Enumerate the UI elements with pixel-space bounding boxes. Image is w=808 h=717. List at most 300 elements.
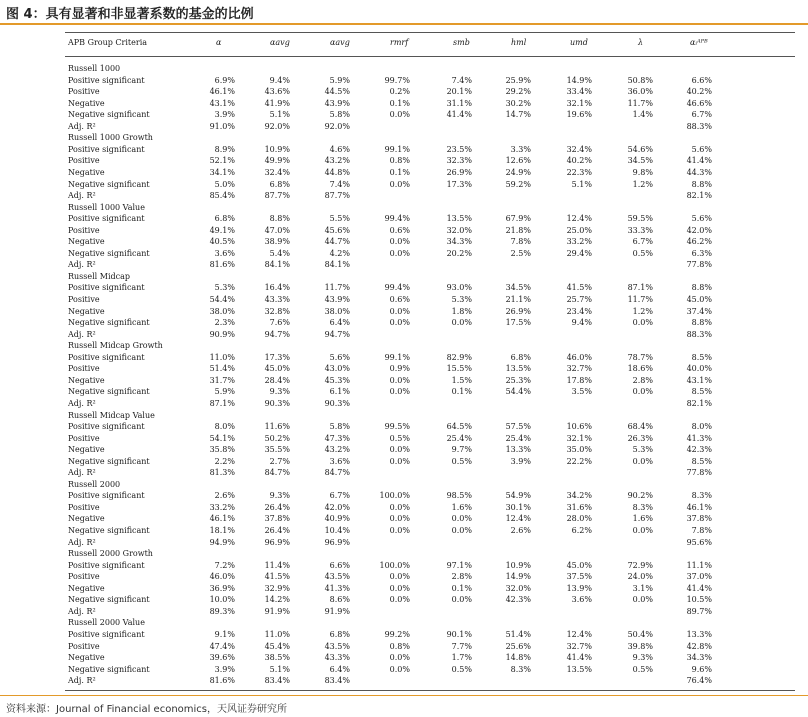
row-label: Adj. R² <box>68 398 96 408</box>
group-name: Russell Midcap Growth <box>68 341 163 351</box>
table-row <box>0 352 808 364</box>
table-cell: 77.8% <box>686 260 712 270</box>
table-cell: 18.1% <box>209 526 235 535</box>
table-cell: 42.0% <box>324 502 350 512</box>
table-cell: 4.6% <box>329 144 350 154</box>
table-cell: 1.4% <box>632 110 653 120</box>
table-cell: 37.8% <box>686 514 712 524</box>
table-cell: 34.2% <box>566 491 592 501</box>
table-cell: 87.7% <box>264 191 290 201</box>
row-label: Adj. R² <box>68 260 96 270</box>
table-row <box>0 179 808 191</box>
table-cell: 8.6% <box>329 595 350 605</box>
row-label: Positive significant <box>68 75 145 85</box>
table-cell: 20.1% <box>446 87 472 97</box>
table-cell: 5.0% <box>214 179 235 189</box>
table-row <box>0 213 808 225</box>
table-cell: 0.9% <box>389 364 410 374</box>
table-cell: 41.4% <box>686 583 712 593</box>
table-cell: 25.7% <box>566 295 592 304</box>
table-cell: 40.9% <box>324 514 350 524</box>
table-cell: 6.7% <box>632 237 653 247</box>
row-label: Adj. R² <box>68 468 96 478</box>
table-cell: 1.5% <box>451 375 472 385</box>
table-cell: 99.1% <box>384 352 410 362</box>
table-cell: 76.4% <box>686 676 712 686</box>
table-cell: 32.4% <box>566 144 592 154</box>
row-label: Positive <box>68 502 100 512</box>
table-cell: 99.2% <box>384 629 410 639</box>
table-cell: 0.0% <box>389 572 410 582</box>
table-cell: 3.1% <box>632 583 653 593</box>
table-cell: 5.3% <box>632 445 653 455</box>
table-cell: 8.3% <box>632 502 653 512</box>
table-cell: 41.5% <box>264 572 290 582</box>
table-cell: 92.0% <box>264 121 290 131</box>
table-cell: 43.9% <box>324 98 350 108</box>
table-cell: 72.9% <box>627 560 653 570</box>
table-cell: 16.4% <box>264 283 290 293</box>
table-cell: 5.5% <box>329 214 350 224</box>
table-cell: 43.2% <box>324 156 350 166</box>
table-cell: 41.3% <box>324 583 350 593</box>
table-row <box>0 629 808 641</box>
table-cell: 99.4% <box>384 283 410 293</box>
table-cell: 10.9% <box>505 560 531 570</box>
table-cell: 0.0% <box>389 375 410 385</box>
table-cell: 1.2% <box>632 179 653 189</box>
table-cell: 35.5% <box>264 445 290 455</box>
table-cell: 45.0% <box>264 364 290 374</box>
table-cell: 67.9% <box>505 214 531 224</box>
table-cell: 94.7% <box>264 329 290 339</box>
figure-title: 图 4：具有显著和非显著系数的基金的比例 <box>6 7 254 22</box>
table-cell: 32.1% <box>566 433 592 443</box>
row-label: Positive <box>68 572 100 582</box>
table-row <box>0 144 808 156</box>
table-cell: 41.4% <box>446 110 472 120</box>
table-cell: 2.7% <box>269 456 290 466</box>
table-cell: 46.6% <box>686 98 712 108</box>
table-cell: 84.1% <box>324 260 350 270</box>
table-cell: 34.1% <box>209 167 235 177</box>
table-cell: 11.6% <box>264 422 290 432</box>
table-cell: 32.3% <box>446 156 472 166</box>
table-cell: 89.3% <box>209 606 235 616</box>
table-cell: 5.9% <box>214 387 235 397</box>
table-cell: 99.7% <box>384 75 410 85</box>
table-cell: 34.5% <box>505 283 531 293</box>
table-cell: 88.3% <box>686 329 712 339</box>
row-label: Positive <box>68 225 100 235</box>
table-cell: 42.3% <box>686 445 712 455</box>
table-row <box>0 641 808 653</box>
table-row <box>0 86 808 98</box>
table-cell: 10.5% <box>686 595 712 605</box>
group-row <box>0 132 808 144</box>
table-cell: 13.5% <box>566 664 592 674</box>
table-cell: 96.9% <box>324 537 350 547</box>
table-cell: 34.5% <box>627 156 653 166</box>
table-cell: 3.5% <box>571 387 592 397</box>
table-cell: 8.0% <box>214 422 235 432</box>
table-cell: 95.6% <box>686 537 712 547</box>
table-cell: 41.9% <box>264 98 290 108</box>
table-cell: 14.7% <box>505 110 531 120</box>
row-label: Positive significant <box>68 629 145 639</box>
row-label: Positive <box>68 87 100 97</box>
table-cell: 43.1% <box>686 375 712 385</box>
table-cell: 3.9% <box>214 110 235 120</box>
table-cell: 59.2% <box>505 179 531 189</box>
table-cell: 41.4% <box>686 156 712 166</box>
table-cell: 46.2% <box>686 237 712 247</box>
table-cell: 45.6% <box>324 225 350 235</box>
table-cell: 43.3% <box>324 653 350 663</box>
table-cell: 38.0% <box>324 306 350 316</box>
table-cell: 39.8% <box>627 641 653 651</box>
table-row <box>0 398 808 410</box>
table-cell: 9.4% <box>269 75 290 85</box>
table-cell: 8.3% <box>510 664 531 674</box>
row-label: Negative significant <box>68 387 150 397</box>
table-cell: 5.1% <box>269 110 290 120</box>
group-name: Russell Midcap <box>68 271 131 281</box>
col-smb: smb <box>453 38 470 47</box>
table-cell: 0.5% <box>632 248 653 258</box>
table-cell: 49.9% <box>264 156 290 166</box>
table-cell: 45.3% <box>324 375 350 385</box>
table-row <box>0 236 808 248</box>
table-cell: 36.0% <box>627 87 653 97</box>
table-cell: 26.9% <box>505 306 531 316</box>
table-cell: 31.7% <box>209 375 235 385</box>
table-cell: 3.6% <box>329 456 350 466</box>
table-cell: 0.1% <box>389 167 410 177</box>
table-cell: 11.0% <box>264 629 290 639</box>
table-cell: 17.3% <box>446 179 472 189</box>
table-cell: 6.9% <box>214 75 235 85</box>
table-cell: 33.4% <box>566 87 592 97</box>
table-cell: 12.4% <box>566 629 592 639</box>
table-cell: 22.2% <box>566 456 592 466</box>
table-cell: 20.2% <box>446 248 472 258</box>
table-cell: 9.1% <box>214 629 235 639</box>
row-label: Adj. R² <box>68 191 96 201</box>
group-name: Russell Midcap Value <box>68 410 155 420</box>
table-cell: 7.4% <box>451 75 472 85</box>
table-cell: 59.5% <box>627 214 653 224</box>
row-label: Negative significant <box>68 595 150 605</box>
table-cell: 5.3% <box>451 295 472 304</box>
table-cell: 42.3% <box>505 595 531 605</box>
table-cell: 9.4% <box>571 318 592 328</box>
table-cell: 5.1% <box>571 179 592 189</box>
col-hml: hml <box>511 38 527 47</box>
table-row <box>0 294 808 306</box>
table-cell: 34.3% <box>446 237 472 247</box>
table-cell: 35.0% <box>566 445 592 455</box>
table-cell: 21.8% <box>505 225 531 235</box>
table-cell: 0.0% <box>389 248 410 258</box>
table-cell: 0.0% <box>632 318 653 328</box>
row-label: Negative <box>68 653 105 663</box>
table-cell: 8.5% <box>691 352 712 362</box>
table-cell: 77.8% <box>686 468 712 478</box>
table-row <box>0 375 808 387</box>
table-cell: 19.6% <box>566 110 592 120</box>
table-cell: 90.9% <box>209 329 235 339</box>
table-row <box>0 109 808 121</box>
table-cell: 34.3% <box>686 653 712 663</box>
table-cell: 11.7% <box>627 295 653 304</box>
table-cell: 5.4% <box>269 248 290 258</box>
table-cell: 5.8% <box>329 110 350 120</box>
table-cell: 1.6% <box>451 502 472 512</box>
table-cell: 46.1% <box>209 87 235 97</box>
row-label: Positive <box>68 433 100 443</box>
table-cell: 35.8% <box>209 445 235 455</box>
table-cell: 44.7% <box>324 237 350 247</box>
table-cell: 14.2% <box>264 595 290 605</box>
table-cell: 50.8% <box>627 75 653 85</box>
table-cell: 81.6% <box>209 260 235 270</box>
table-row <box>0 386 808 398</box>
table-cell: 29.2% <box>505 87 531 97</box>
table-cell: 44.8% <box>324 167 350 177</box>
table-cell: 25.0% <box>566 225 592 235</box>
table-cell: 17.8% <box>566 375 592 385</box>
table-cell: 6.6% <box>691 75 712 85</box>
table-cell: 37.5% <box>566 572 592 582</box>
table-cell: 9.7% <box>451 445 472 455</box>
table-cell: 6.3% <box>691 248 712 258</box>
table-cell: 100.0% <box>379 491 410 501</box>
table-cell: 0.0% <box>389 387 410 397</box>
table-cell: 5.6% <box>691 144 712 154</box>
table-cell: 3.9% <box>510 456 531 466</box>
table-cell: 24.0% <box>627 572 653 582</box>
group-row <box>0 271 808 283</box>
table-cell: 38.9% <box>264 237 290 247</box>
table-cell: 36.9% <box>209 583 235 593</box>
table-row <box>0 513 808 525</box>
table-row <box>0 363 808 375</box>
table-cell: 0.2% <box>389 87 410 97</box>
table-cell: 32.0% <box>446 225 472 235</box>
table-cell: 23.5% <box>446 144 472 154</box>
row-label: Positive <box>68 364 100 374</box>
table-row <box>0 167 808 179</box>
table-cell: 32.4% <box>264 167 290 177</box>
table-cell: 96.9% <box>264 537 290 547</box>
group-row <box>0 63 808 75</box>
row-label: Negative <box>68 98 105 108</box>
row-label: Negative <box>68 237 105 247</box>
group-name: Russell 1000 Growth <box>68 133 153 143</box>
table-cell: 43.5% <box>324 572 350 582</box>
table-cell: 47.0% <box>264 225 290 235</box>
table-cell: 6.8% <box>214 214 235 224</box>
table-cell: 32.0% <box>505 583 531 593</box>
row-label: Positive significant <box>68 422 145 432</box>
table-cell: 13.3% <box>686 629 712 639</box>
table-row <box>0 306 808 318</box>
table-cell: 1.7% <box>451 653 472 663</box>
table-row <box>0 594 808 606</box>
table-cell: 6.7% <box>691 110 712 120</box>
table-cell: 7.8% <box>691 526 712 535</box>
col-alpha-apb: αᵢᴬᴾᴮ <box>690 38 708 47</box>
table-row <box>0 456 808 468</box>
table-cell: 64.5% <box>446 422 472 432</box>
table-cell: 3.9% <box>214 664 235 674</box>
group-row <box>0 202 808 214</box>
table-cell: 11.7% <box>324 283 350 293</box>
table-cell: 47.4% <box>209 641 235 651</box>
table-cell: 42.8% <box>686 641 712 651</box>
table-cell: 92.0% <box>324 121 350 131</box>
table-cell: 5.8% <box>329 422 350 432</box>
table-cell: 8.8% <box>691 318 712 328</box>
table-cell: 97.1% <box>446 560 472 570</box>
table-cell: 43.6% <box>264 87 290 97</box>
table-cell: 54.4% <box>209 295 235 304</box>
table-cell: 6.1% <box>329 387 350 397</box>
table-cell: 0.5% <box>451 456 472 466</box>
table-row <box>0 259 808 271</box>
table-cell: 90.2% <box>627 491 653 501</box>
table-cell: 42.0% <box>686 225 712 235</box>
col-lambda: λ <box>638 38 644 47</box>
table-cell: 90.3% <box>264 398 290 408</box>
table-cell: 90.3% <box>324 398 350 408</box>
table-cell: 0.0% <box>632 526 653 535</box>
table-cell: 6.7% <box>329 491 350 501</box>
table-cell: 6.8% <box>510 352 531 362</box>
table-cell: 5.6% <box>691 214 712 224</box>
table-cell: 0.0% <box>451 514 472 524</box>
table-cell: 41.5% <box>566 283 592 293</box>
table-cell: 46.0% <box>566 352 592 362</box>
table-cell: 2.2% <box>214 456 235 466</box>
table-cell: 43.9% <box>324 295 350 304</box>
table-cell: 32.7% <box>566 364 592 374</box>
table-cell: 0.5% <box>389 433 410 443</box>
table-cell: 10.9% <box>264 144 290 154</box>
table-cell: 0.0% <box>632 456 653 466</box>
table-cell: 13.5% <box>446 214 472 224</box>
table-cell: 43.5% <box>324 641 350 651</box>
table-cell: 0.0% <box>632 387 653 397</box>
table-cell: 13.9% <box>566 583 592 593</box>
table-cell: 8.3% <box>691 491 712 501</box>
row-label: Negative significant <box>68 526 150 535</box>
table-cell: 15.5% <box>446 364 472 374</box>
table-cell: 6.6% <box>329 560 350 570</box>
table-cell: 50.4% <box>627 629 653 639</box>
table-cell: 7.6% <box>269 318 290 328</box>
table-cell: 99.4% <box>384 214 410 224</box>
table-cell: 4.2% <box>329 248 350 258</box>
table-cell: 1.8% <box>451 306 472 316</box>
table-cell: 99.5% <box>384 422 410 432</box>
table-row <box>0 248 808 260</box>
table-row <box>0 317 808 329</box>
table-cell: 11.7% <box>627 98 653 108</box>
group-row <box>0 340 808 352</box>
table-cell: 2.8% <box>632 375 653 385</box>
table-cell: 68.4% <box>627 422 653 432</box>
table-cell: 38.0% <box>209 306 235 316</box>
table-row <box>0 190 808 202</box>
table-cell: 93.0% <box>446 283 472 293</box>
table-cell: 43.3% <box>264 295 290 304</box>
table-bottom-rule <box>65 690 795 691</box>
table-cell: 14.9% <box>505 572 531 582</box>
table-cell: 1.2% <box>632 306 653 316</box>
row-label: Adj. R² <box>68 606 96 616</box>
table-cell: 14.8% <box>505 653 531 663</box>
table-cell: 8.5% <box>691 387 712 397</box>
table-cell: 91.9% <box>264 606 290 616</box>
row-label: Positive significant <box>68 352 145 362</box>
table-cell: 17.3% <box>264 352 290 362</box>
row-label: Negative <box>68 167 105 177</box>
table-cell: 2.8% <box>451 572 472 582</box>
table-cell: 9.3% <box>269 387 290 397</box>
table-cell: 41.3% <box>686 433 712 443</box>
table-cell: 46.1% <box>686 502 712 512</box>
table-cell: 85.4% <box>209 191 235 201</box>
table-cell: 26.9% <box>446 167 472 177</box>
table-cell: 57.5% <box>505 422 531 432</box>
table-cell: 25.9% <box>505 75 531 85</box>
table-row <box>0 225 808 237</box>
table-cell: 0.0% <box>451 526 472 535</box>
table-cell: 39.6% <box>209 653 235 663</box>
table-cell: 8.8% <box>691 179 712 189</box>
table-cell: 40.0% <box>686 364 712 374</box>
table-cell: 49.1% <box>209 225 235 235</box>
table-cell: 37.0% <box>686 572 712 582</box>
table-cell: 25.6% <box>505 641 531 651</box>
table-cell: 12.6% <box>505 156 531 166</box>
table-cell: 83.4% <box>324 676 350 686</box>
table-cell: 43.0% <box>324 364 350 374</box>
table-cell: 91.9% <box>324 606 350 616</box>
table-row <box>0 121 808 133</box>
row-label: Negative <box>68 514 105 524</box>
table-cell: 45.4% <box>264 641 290 651</box>
row-label: Negative <box>68 583 105 593</box>
row-label: Negative significant <box>68 318 150 328</box>
table-cell: 13.3% <box>505 445 531 455</box>
table-cell: 2.6% <box>510 526 531 535</box>
table-row <box>0 606 808 618</box>
table-cell: 2.3% <box>214 318 235 328</box>
table-row <box>0 490 808 502</box>
table-cell: 3.3% <box>510 144 531 154</box>
table-cell: 0.0% <box>632 595 653 605</box>
table-cell: 81.6% <box>209 676 235 686</box>
table-cell: 8.8% <box>691 283 712 293</box>
table-row <box>0 433 808 445</box>
row-label: Positive significant <box>68 144 145 154</box>
table-cell: 5.1% <box>269 664 290 674</box>
row-label: Positive significant <box>68 491 145 501</box>
table-cell: 31.6% <box>566 502 592 512</box>
